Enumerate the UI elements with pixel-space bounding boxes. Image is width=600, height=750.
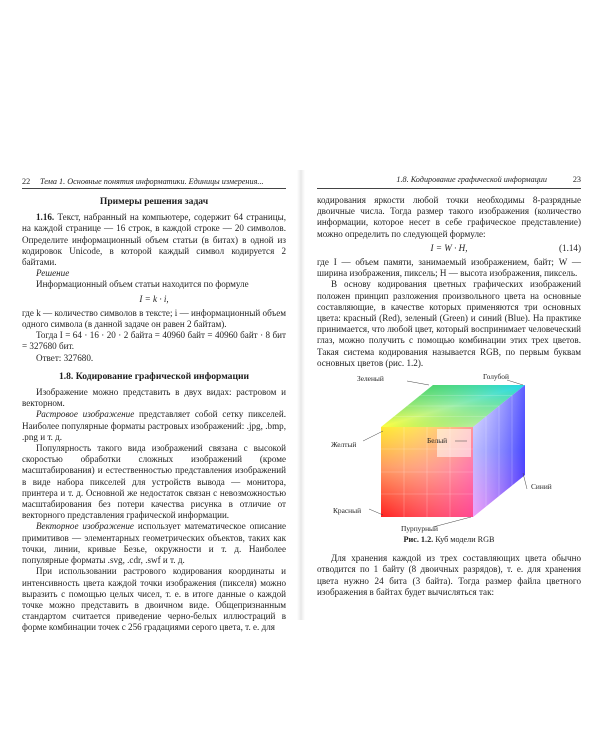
where-text: где k — количество символов в тексте; i — информационный объем одного символа (в данной задаче он равен 2 байтам).	[22, 307, 286, 330]
running-title: 1.8. Кодирование графической информации	[396, 175, 547, 184]
section-heading: Примеры решения задач	[99, 196, 209, 207]
paragraph: где I — объем памяти, занимаемый изображением, байт; W — ширина изображения, пиксель; H — высота изображения, пиксель.	[317, 257, 581, 279]
left-page-header	[22, 176, 286, 189]
book-gutter	[297, 170, 305, 620]
right-page	[317, 176, 581, 598]
problem-text: Текст, набранный на компьютере, содержит 64 страницы, на каждой странице — 16 строк, в каждой строке — 20 символов. Определите информационный объем статьи (в битах) в одной из кодировок Unicode, в которой каждый символ кодируется 2 байтами.	[22, 212, 286, 268]
paragraph: Для хранения каждой из трех составляющих цвета обычно отводится по 1 байту (8 двоичных разрядов), т. е. для хранения цвета нужно 24 бита (3 байта). Тогда размер файла цветного изображения в байтах будет вычисляться так:	[317, 553, 581, 597]
page-number: 22	[22, 177, 31, 186]
label-red: Красный	[333, 506, 362, 516]
calc-text: Тогда I = 64 · 16 · 20 · 2 байта = 40960 байт = 40960 байт · 8 бит = 327680 бит.	[22, 330, 286, 352]
label-blue: Синий	[531, 482, 552, 492]
problem-paragraph	[22, 212, 286, 268]
answer-text: Ответ: 327680.	[36, 352, 94, 363]
formula-ik: I = k · i,	[139, 293, 169, 304]
term-raster: Растровое изображение	[36, 409, 135, 420]
caption-text: Куб модели RGB	[435, 535, 495, 545]
label-cyan: Голубой	[483, 372, 509, 382]
formula-text: I = W · H,	[430, 242, 468, 253]
left-page	[22, 176, 286, 634]
paragraph-text: использует математическое описание примитивов — элементарных геометрических объектов, таких как точки, линии, кривые Безье, окружности и т. д. Наиболее популярные форматы .svg, .cdr, .swf и т. д.	[22, 521, 286, 566]
page-number: 23	[572, 175, 581, 184]
solution-intro: Информационный объем статьи находится по формуле	[36, 279, 249, 290]
paragraph: Изображение можно представить в двух видах: растровом и векторном.	[22, 387, 286, 409]
paragraph: Популярность такого вида изображений связана с высокой скоростью обработки сложных изображений (кроме масштабирования) и естественностью представления изображений в виде набора пикселей для устройств вывода — монитора, принтера и т. д. Основной же недостаток связан с невозможностью масштабирования без потери качества рисунка в отличие от векторного представления графической информации.	[22, 443, 286, 521]
paragraph: В основу кодирования цветных графических изображений положен принцип разложения произвольного цвета на основные составляющие, в качестве которых применяются три основных цвета: красный (Red), зеленый (Green) и синий (Blue). На практике принимается, что любой цвет, который воспринимает человеческий глаз, можно получить с помощью комбинации этих трех цветов. Такая система кодирования называется RGB, по первым буквам основных цветов (рис. 1.2).	[317, 279, 581, 368]
paragraph: кодирования яркости любой точки необходимы 8-разрядные двоичные числа. Тогда размер такого изображения (количество информации, которое несет в себе графическое представление) можно определить по следующей формуле:	[317, 195, 581, 239]
label-white: Белый	[427, 436, 448, 446]
rgb-cube-figure	[317, 372, 581, 534]
paragraph-text: представляет собой сетку пикселей. Наиболее популярные форматы растровых изображений: .jpg, .bmp, .png и т. д.	[22, 409, 286, 442]
label-magenta: Пурпурный	[401, 524, 438, 534]
label-green: Зеленый	[357, 374, 384, 384]
formula-wh	[317, 243, 581, 254]
running-title: Тема 1. Основные понятия информатики. Единицы измерения...	[40, 177, 264, 186]
paragraph	[22, 409, 286, 443]
paragraph: При использовании растрового кодирования координаты и интенсивность цвета каждой точки изображения (пикселя) можно выразить с помощью целых чисел, т. е. в итоге данные о каждой точке можно представить в двоичном виде. Общепризнанным стандартом считается приведение черно-белых иллюстраций в форме комбинации точек с 256 градациями серого цвета, т. е. для	[22, 566, 286, 633]
paragraph	[22, 521, 286, 566]
term-vector: Векторное изображение	[36, 521, 134, 532]
label-yellow: Желтый	[331, 440, 357, 450]
solution-label: Решение	[36, 268, 70, 279]
chapter-heading: 1.8. Кодирование графической информации	[58, 370, 250, 382]
right-page-header	[317, 176, 581, 189]
figure-caption	[317, 534, 581, 545]
caption-label: Рис. 1.2.	[403, 535, 434, 545]
formula-number: (1.14)	[559, 242, 581, 253]
problem-number: 1.16.	[36, 212, 55, 223]
